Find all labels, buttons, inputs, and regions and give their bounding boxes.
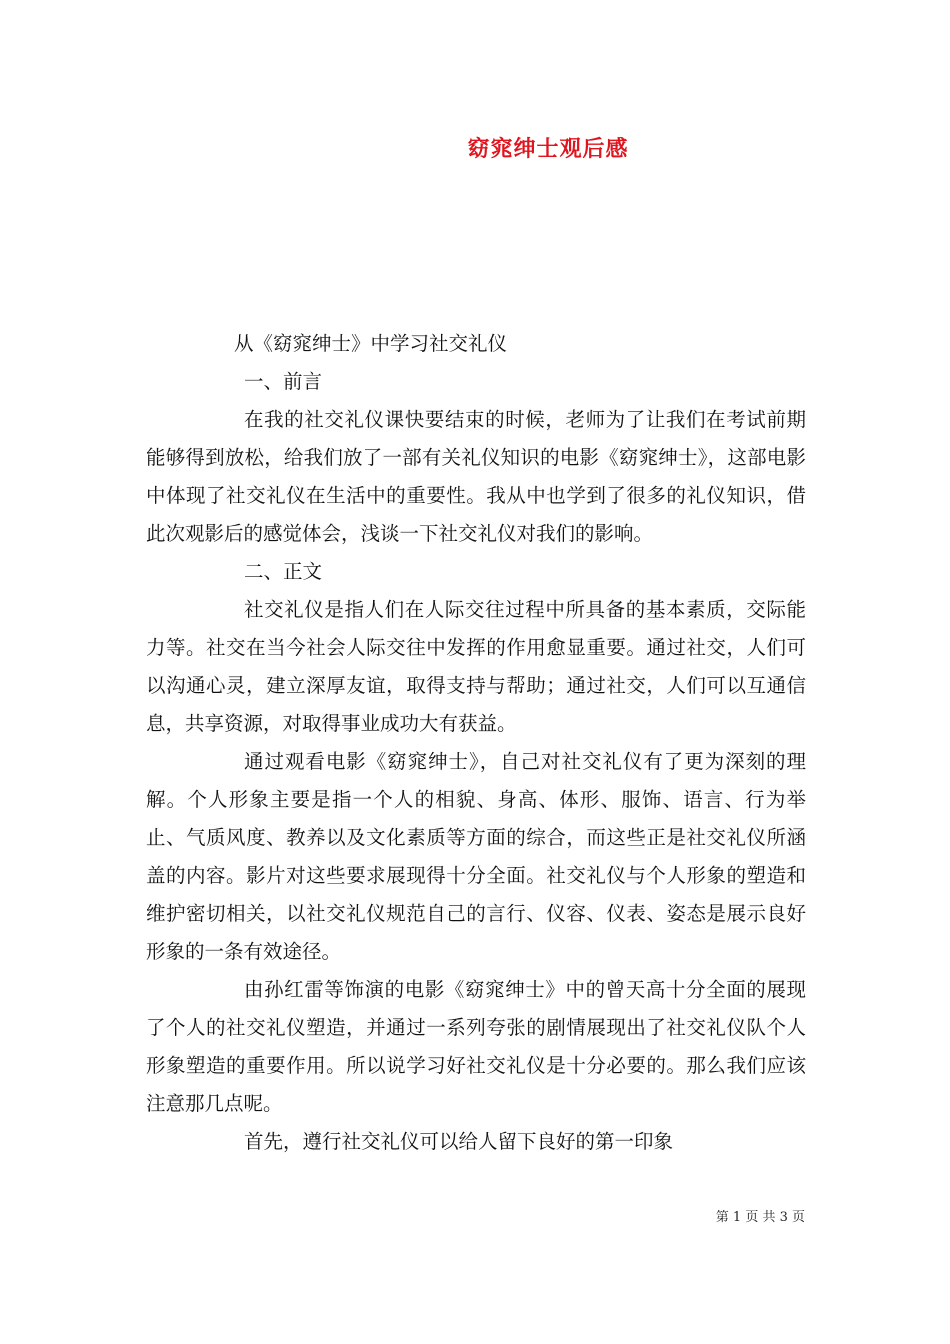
paragraph-first-point: 首先，遵行社交礼仪可以给人留下良好的第一印象 [244, 1130, 674, 1153]
section-heading-preface: 一、前言 [244, 370, 323, 393]
paragraph-film: 由孙红雷等饰演的电影《窈窕绅士》中的曾天高十分全面的展现了个人的社交礼仪塑造，并通过一系列夸张的剧情展现出了社交礼仪队个人形象塑造的重要作用。所以说学习好社交礼仪是十分必要的。那么我们应该注意那几点呢。 [146, 978, 806, 1115]
paragraph-preface: 在我的社交礼仪课快要结束的时候，老师为了让我们在考试前期能够得到放松，给我们放了一部有关礼仪知识的电影《窈窕绅士》，这部电影中体现了社交礼仪在生活中的重要性。我从中也学到了很多的礼仪知识，借此次观影后的感觉体会，浅谈一下社交礼仪对我们的影响。 [146, 408, 806, 545]
document-subtitle: 从《窈窕绅士》中学习社交礼仪 [234, 332, 508, 355]
paragraph-understanding: 通过观看电影《窈窕绅士》，自己对社交礼仪有了更为深刻的理解。个人形象主要是指一个人的相貌、身高、体形、服饰、语言、行为举止、气质风度、教养以及文化素质等方面的综合，而这些正是社交礼仪所涵盖的内容。影片对这些要求展现得十分全面。社交礼仪与个人形象的塑造和维护密切相关，以社交礼仪规范自己的言行、仪容、仪表、姿态是展示良好形象的一条有效途径。 [146, 750, 806, 963]
page-number: 第 1 页 共 3 页 [715, 1210, 805, 1225]
section-heading-main: 二、正文 [244, 560, 323, 583]
paragraph-definition: 社交礼仪是指人们在人际交往过程中所具备的基本素质，交际能力等。社交在当今社会人际交往中发挥的作用愈显重要。通过社交，人们可以沟通心灵，建立深厚友谊，取得支持与帮助；通过社交，人们可以互通信息，共享资源，对取得事业成功大有获益。 [146, 598, 806, 735]
document-body [146, 325, 806, 1161]
document-title: 窈窕绅士观后感 [467, 137, 629, 162]
